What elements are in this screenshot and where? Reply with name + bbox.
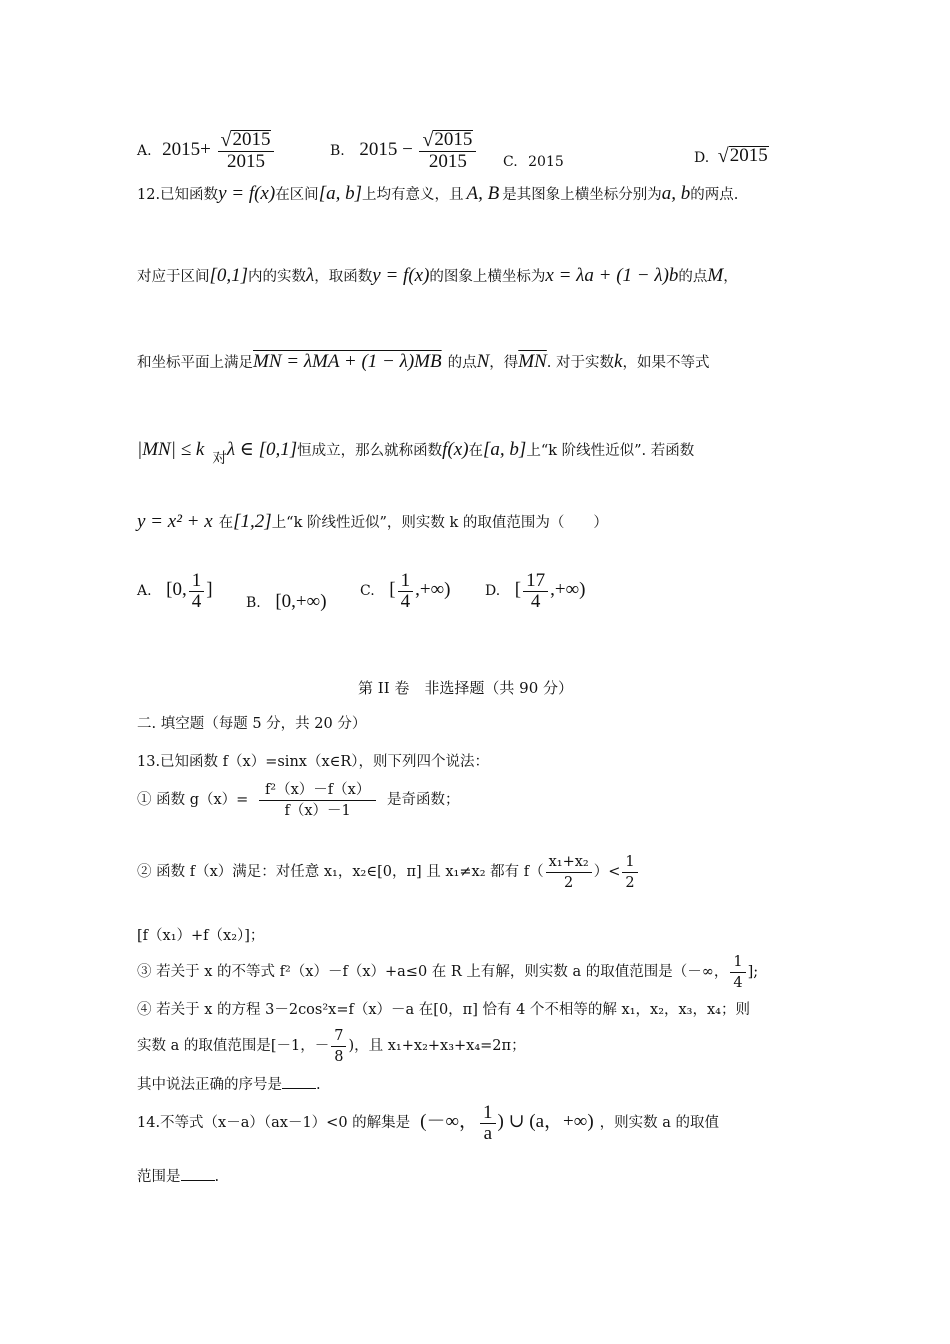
denominator: 8 [334,1048,344,1065]
answer-blank[interactable] [181,1166,215,1181]
text: 的图象上横坐标为 [429,269,546,285]
fraction [398,571,414,612]
option-d-value: 2015 [729,145,768,166]
fraction [480,1103,496,1144]
text: 上均有意义，且 [361,187,464,203]
text: ，取函数 [314,269,373,285]
numerator: 1 [480,1103,496,1124]
numerator: 1 [622,852,637,873]
option-b-den: 2015 [428,151,467,172]
math: y = f(x) [218,183,276,204]
math: ) ∪ (a，+∞) [497,1111,594,1132]
text: ，则实数 a 的取值 [599,1115,720,1131]
option-a-int: 2015+ [162,139,211,160]
option-label: B. [246,595,261,611]
text: ，得 [489,355,519,371]
text: 的点 [447,355,477,371]
denominator: 4 [530,590,541,612]
option-a-fraction: √ 2015 2015 [218,130,275,172]
math: ] [206,579,213,600]
math: [ [514,579,522,600]
text: ③ 若关于 x 的不等式 f²（x）－f（x）+a≤0 在 R 上有解，则实数 a 的取值范围是（－∞， [137,964,729,980]
option-label: D. [694,150,710,166]
q13-statement-4: ④ 若关于 x 的方程 3－2cos²x=f（x）－a 在[0，π] 恰有 4 个不相等的解 x₁，x₂，x₃，x₄；则 [137,1002,750,1018]
text: 对 [212,451,227,467]
math: M [707,265,724,286]
text: ]; [747,964,759,980]
q13-statement-4-cont [137,1024,526,1068]
text: . 对于实数 [546,355,615,371]
fraction [331,1026,346,1067]
text: 范围是 [137,1169,181,1185]
option-c-value: 2015 [528,154,564,170]
text: 上“k 阶线性近似”. 若函数 [526,443,695,459]
numerator: 7 [331,1026,346,1047]
q11-option-a [137,128,276,173]
numerator: f²（x）－f（x） [259,780,376,801]
q14-line-1 [137,1100,719,1145]
text: )，且 x₁+x₂+x₃+x₄=2π； [348,1038,526,1054]
option-label: A. [137,143,152,159]
denominator: 4 [191,590,202,612]
math: [0, [166,579,187,600]
math: [0,+∞) [275,591,327,612]
text: 的两点. [690,187,739,203]
text: 内的实数 [248,269,307,285]
fraction [189,571,205,612]
denominator: f（x）－1 [284,802,351,819]
denominator: 4 [733,974,743,991]
q12-option-b [246,592,327,613]
q12-option-c [360,568,450,613]
q13-statement-1 [137,778,459,822]
text: 是其图象上横坐标分别为 [502,187,662,203]
math: (－∞， [420,1111,479,1132]
math: [1,2] [233,511,272,532]
numerator: x₁+x₂ [546,852,592,873]
denominator: 4 [400,590,411,612]
math: $\overline{MN}$ [518,351,547,372]
math: k [614,351,623,372]
math: [ [389,579,396,600]
math: ,+∞) [550,579,586,600]
text: 实数 a 的取值范围是[－1，－ [137,1038,330,1054]
inequality: |MN| ≤ k [137,439,205,460]
text: 的点 [678,269,708,285]
q13-statement-3 [137,950,758,994]
fill-in-title: 二. 填空题（每题 5 分，共 20 分） [137,716,367,732]
option-a-den: 2015 [226,151,265,172]
math: f(x) [442,439,469,460]
q12-line-5 [137,512,608,533]
option-b-int: 2015 − [359,139,413,160]
math: λ ∈ [0,1] [226,439,298,460]
math: ,+∞) [415,579,451,600]
text: 12.已知函数 [137,187,219,203]
text: 是奇函数； [386,792,460,808]
text: ，如果不等式 [622,355,710,371]
fraction [730,952,745,993]
math: x = λa + (1 − λ)b [545,265,679,286]
math: y = x² + x [137,511,213,532]
q11-option-c [503,152,564,172]
answer-blank[interactable] [282,1074,316,1089]
q13-statement-2-cont: [f（x₁）+f（x₂）]； [137,928,265,944]
vector-equation: MN = λMA + (1 − λ)MB [253,351,442,372]
option-label: C. [360,583,375,599]
fraction [523,571,548,612]
text: 在 [468,443,484,459]
text: ， [723,269,738,285]
q12-line-4 [137,439,695,467]
q14-line-2: 范围是 . [137,1166,219,1187]
section-title: 第 II 卷 非选择题（共 90 分） [358,679,574,697]
numerator: 1 [189,571,205,592]
numerator: 1 [398,571,414,592]
text: 恒成立，那么就称函数 [297,443,443,459]
text: ① 函数 g（x）= [137,792,249,808]
option-b-fraction: √ 2015 2015 [419,130,476,172]
q12-option-a [137,568,213,613]
math: a, b [661,183,691,204]
option-b-num: 2015 [434,129,473,150]
math: y = f(x) [372,265,430,286]
numerator: 1 [730,952,745,973]
option-a-num: 2015 [232,129,271,150]
text: 其中说法正确的序号是 [137,1077,282,1093]
math: λ [306,265,315,286]
fraction [259,780,376,821]
numerator: 17 [523,571,548,592]
math: [0,1] [209,265,249,286]
denominator: a [483,1122,493,1144]
q13-conclusion: 其中说法正确的序号是 . [137,1074,321,1095]
fraction [546,852,592,893]
text: 在区间 [275,187,319,203]
q11-option-b [330,128,478,173]
fraction [622,852,637,893]
denominator: 2 [625,874,635,891]
text: 14.不等式（x－a）（ax－1）<0 的解集是 [137,1115,411,1131]
denominator: 2 [564,874,574,891]
q12-line-2 [137,266,738,287]
q12-line-1 [137,184,738,205]
math: [a, b] [318,183,362,204]
text: 上“k 阶线性近似”，则实数 k 的取值范围为（ ） [271,515,608,531]
option-label: D. [485,583,501,599]
q11-option-d: D. √ 2015 [694,145,768,167]
q12-option-d [485,568,585,613]
math: A, B [466,183,500,204]
option-label: C. [503,154,518,170]
math: [a, b] [483,439,527,460]
option-label: B. [330,143,345,159]
q12-line-3 [137,352,709,373]
text: ② 函数 f（x）满足：对任意 x₁，x₂∈[0，π] 且 x₁≠x₂ 都有 f（ [137,864,544,880]
option-label: A. [137,583,152,599]
text: 和坐标平面上满足 [137,355,253,371]
q13-statement-2 [137,850,640,894]
math: N [476,351,490,372]
text: 对应于区间 [137,269,210,285]
text: ）< [593,864,621,880]
text: 在 [218,515,234,531]
q13-intro: 13.已知函数 f（x）=sinx（x∈R），则下列四个说法： [137,754,490,770]
